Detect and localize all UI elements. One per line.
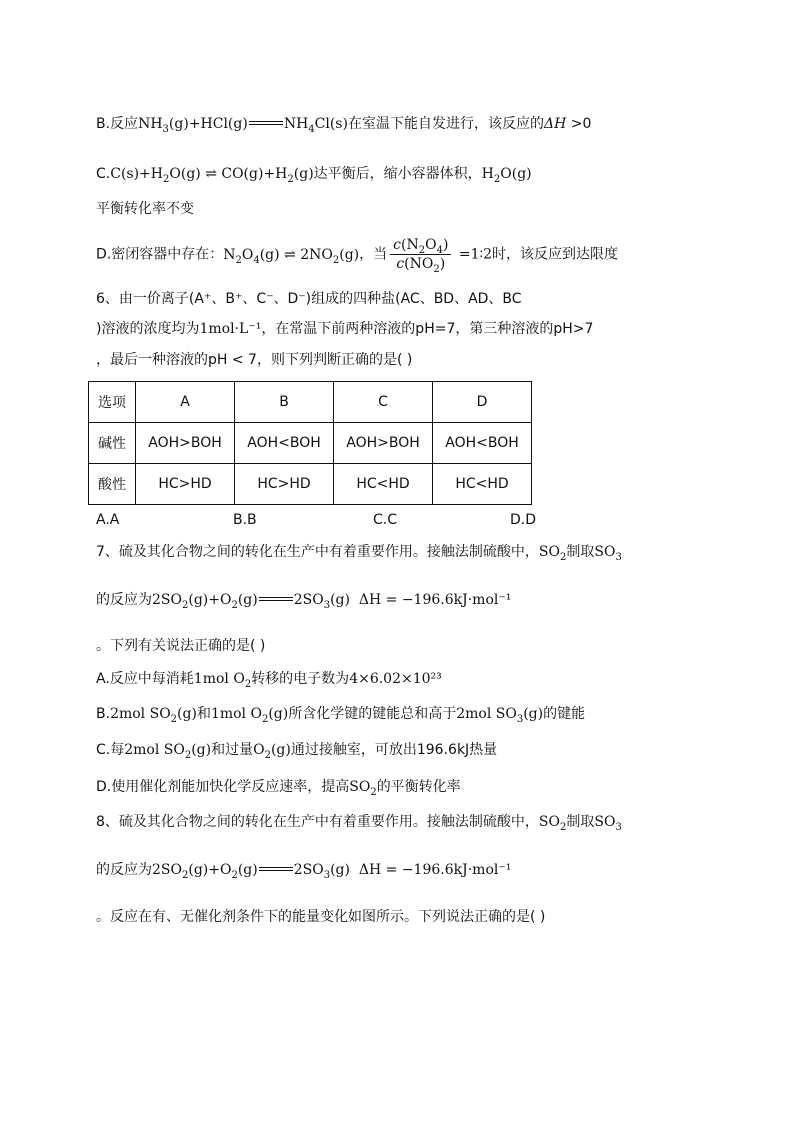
so2-formula-d: $SO_2$ (349, 779, 377, 798)
table-row (89, 423, 532, 464)
q7-reaction: $2SO_2(g)+O_2(g)$ $2SO_3(g)$ (152, 592, 350, 611)
option-d-tail: 时，该反应到达限度 (492, 246, 619, 263)
q7-line2a: 的反应为 (96, 592, 152, 608)
delta-h: ΔH (543, 116, 567, 132)
q7-opt-a-1: A.反应中每消耗 (96, 671, 194, 687)
q8-line3: 。反应在有、无催化剂条件下的能量变化如图所示。下列说法正确的是( ) (96, 909, 546, 925)
so2-formula: $SO_2$ (538, 544, 567, 563)
q7-line3: 。下列有关说法正确的是( ) (96, 638, 266, 654)
so2-amount-c: 2mol $SO_2(g)$ (124, 742, 212, 761)
table-cell: AOH>BOH (136, 423, 235, 464)
q7-option-d (96, 777, 461, 797)
q6-line2b: ，在常温下前两种溶液的pH=7，第三种溶液的pH>7 (261, 321, 594, 337)
q6-answer-choices (96, 512, 556, 532)
q7-line1b: 制取 (566, 544, 595, 560)
o2-amount-b: 1mol $O_2(g)$ (210, 706, 289, 725)
q7-opt-b-1: B. (96, 706, 111, 722)
table-cell: AOH>BOH (334, 423, 433, 464)
answer-choice-a[interactable]: A.A (96, 512, 120, 528)
delta-h-condition: >0 (566, 116, 592, 132)
q8-enthalpy: ΔH = −196.6kJ·mol⁻¹ (358, 862, 512, 878)
table-cell: AOH<BOH (433, 423, 532, 464)
table-cell: HC>HD (235, 464, 334, 505)
q8-line1b: 制取 (566, 814, 595, 830)
table-cell: C (334, 382, 433, 423)
q7-line2 (96, 590, 511, 610)
q6-line2 (96, 319, 593, 339)
q7-opt-c-1: C.每 (96, 742, 125, 758)
q7-opt-b-3: 所含化学键的键能总和高于 (288, 706, 457, 722)
q8-line1-text: 8、硫及其化合物之间的转化在生产中有着重要作用。接触法制硫酸中， (96, 814, 539, 830)
concentration-ratio: $\frac{c(N_2O_4)}{c(NO_2)}$ (390, 236, 451, 273)
q7-line1 (96, 542, 622, 562)
table-cell: HC>HD (136, 464, 235, 505)
option-c-continuation: 平衡转化率不变 (96, 201, 194, 217)
q7-opt-a-2: 转移的电子数为 (251, 671, 350, 687)
option-b-line (96, 114, 591, 134)
table-cell: D (433, 382, 532, 423)
table-cell: 酸性 (89, 464, 136, 505)
q8-line2a: 的反应为 (96, 862, 152, 878)
o2-formula-c: $O_2(g)$ (253, 742, 291, 761)
table-cell: AOH<BOH (235, 423, 334, 464)
option-c-tail: 达平衡后，缩小容器体积， (313, 166, 482, 182)
q7-opt-d-1: D.使用催化剂能加快化学反应速率，提高 (96, 779, 350, 795)
table-cell: HC<HD (433, 464, 532, 505)
water-formula: $H_2O(g)$ (481, 166, 532, 185)
q7-opt-b-2: 和 (196, 706, 211, 722)
q8-line2 (96, 860, 511, 880)
q6-concentration: 1mol·L⁻¹ (199, 321, 262, 337)
ratio-value: =1∶2 (454, 246, 493, 263)
options-table (88, 381, 532, 505)
table-cell: 选项 (89, 382, 136, 423)
answer-choice-c[interactable]: C.C (373, 512, 398, 528)
table-cell: 碱性 (89, 423, 136, 464)
so3-amount: 2mol $SO_3(g)$ (456, 706, 544, 725)
electron-count: 4×6.02×10²³ (349, 671, 442, 687)
q7-line1-text: 7、硫及其化合物之间的转化在生产中有着重要作用。接触法制硫酸中， (96, 544, 539, 560)
option-c-line (96, 164, 532, 184)
table-cell: A (136, 382, 235, 423)
q7-opt-c-2: 和过量 (211, 742, 254, 758)
answer-choice-b[interactable]: B.B (233, 512, 257, 528)
option-d-line (96, 236, 618, 273)
q7-opt-d-2: 的平衡转化率 (376, 779, 461, 795)
option-d-lead: D.密闭容器中存在： (96, 246, 224, 263)
so2-amount: 2mol $SO_2(g)$ (110, 706, 197, 725)
q6-line3: ，最后一种溶液的pH < 7，则下列判断正确的是( ) (96, 352, 413, 368)
n2o4-equilibrium: $N_2O_4(g)$ ⇌ $2NO_2(g)$ (223, 246, 360, 266)
reaction-formula: $NH_3(g)+HCl(g)$ $NH_4Cl(s)$ (138, 116, 348, 135)
option-b-tail: 在室温下能自发进行，该反应的 (347, 116, 544, 132)
answer-choice-d[interactable]: D.D (510, 512, 537, 528)
q6-line1: 6、由一价离子(A⁺、B⁺、C⁻、D⁻)组成的四种盐(AC、BD、AD、BC (96, 291, 522, 307)
q7-opt-b-4: 的键能 (543, 706, 586, 722)
q7-option-a (96, 669, 442, 689)
q7-opt-c-3: 通过接触室，可放出196.6kJ热量 (290, 742, 498, 758)
so2-formula-q8: $SO_2$ (538, 814, 567, 833)
q7-enthalpy: ΔH = −196.6kJ·mol⁻¹ (358, 592, 512, 608)
equilibrium-formula: $C(s)+H_2O(g)$ ⇌ $CO(g)+H_2(g)$ (110, 166, 314, 185)
q8-reaction: $2SO_2(g)+O_2(g)$ $2SO_3(g)$ (152, 862, 350, 881)
so3-formula-q8: $SO_3$ (594, 814, 622, 833)
so3-formula: $SO_3$ (594, 544, 622, 563)
table-row (89, 464, 532, 505)
q7-option-b (96, 704, 585, 724)
table-cell: B (235, 382, 334, 423)
table-row (89, 382, 532, 423)
option-c-lead: C. (96, 166, 111, 182)
q6-line2a: )溶液的浓度均为 (96, 321, 200, 337)
option-d-mid: ，当 (359, 246, 388, 263)
o2-amount: 1mol $O_2$ (193, 671, 252, 690)
q7-option-c (96, 740, 497, 760)
table-cell: HC<HD (334, 464, 433, 505)
q8-line1 (96, 812, 622, 832)
option-b-lead: B.反应 (96, 116, 139, 132)
